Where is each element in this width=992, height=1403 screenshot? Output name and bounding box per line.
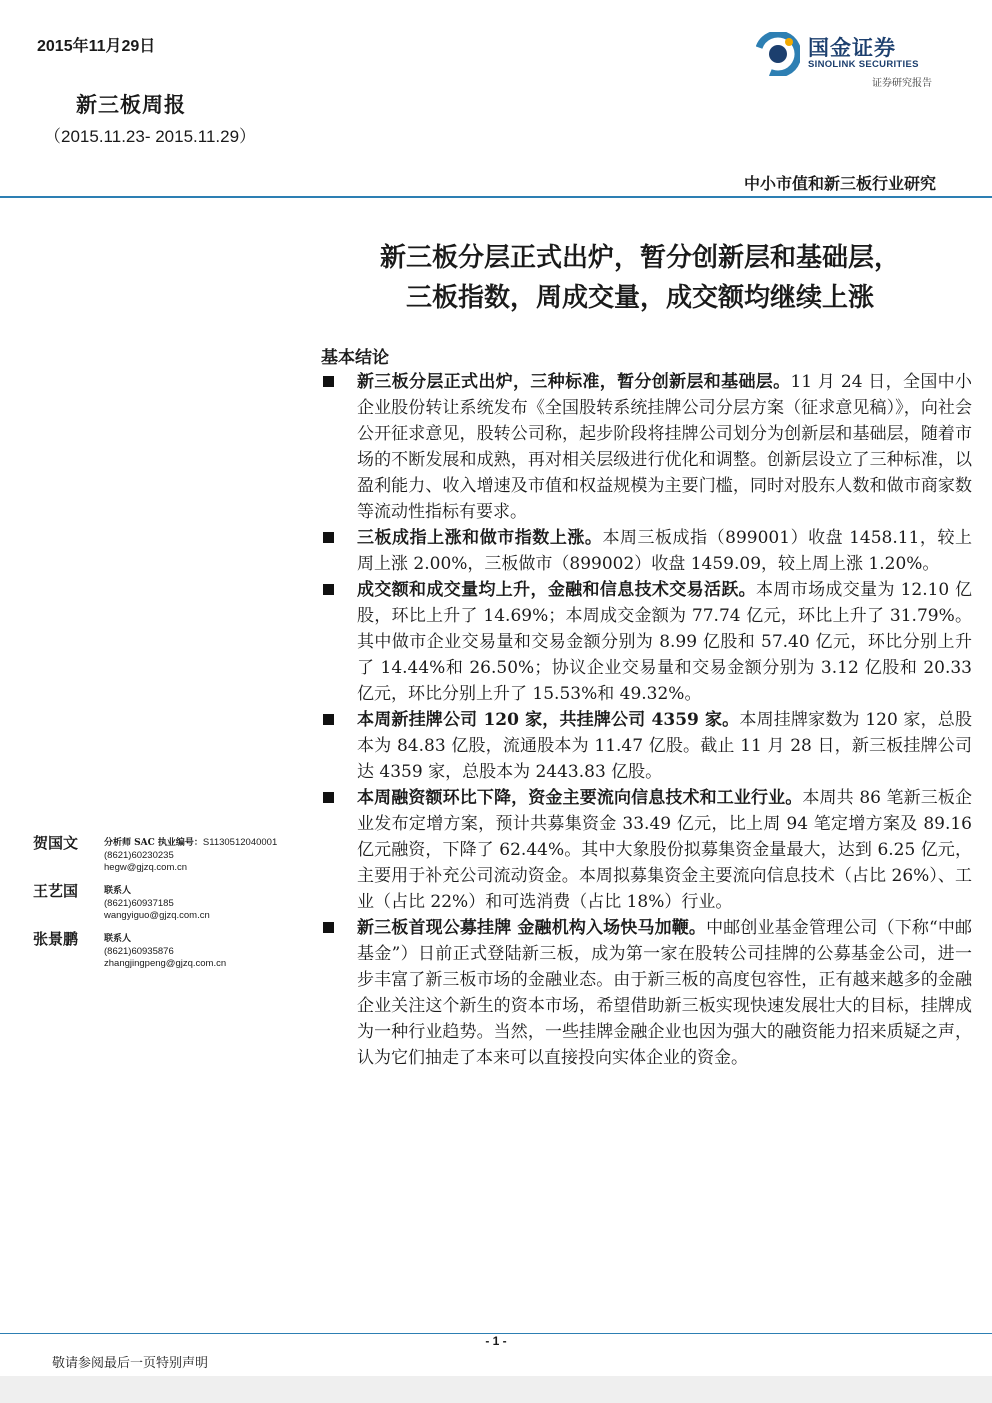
- square-bullet-icon: [323, 376, 334, 387]
- conclusions-title: 基本结论: [321, 348, 389, 368]
- conclusion-lead: 成交额和成交量均上升，金融和信息技术交易活跃。: [357, 580, 757, 600]
- analyst-role: 分析师 SAC 执业编号：: [104, 838, 203, 848]
- conclusion-item: [321, 369, 972, 525]
- analyst-phone: (8621)60937185: [104, 897, 174, 909]
- conclusion-item: [321, 525, 972, 577]
- analyst-info: [104, 885, 210, 923]
- square-bullet-icon: [323, 792, 334, 803]
- conclusion-body: 中邮创业基金管理公司（下称“中邮基金”）日前正式登陆新三板，成为第一家在股转公司挂牌的公募基金公司，进一步丰富了新三板市场的金融业态。由于新三板的高度包容性，正有越来越多的金融企业关注这个新生的资本市场，希望借助新三板实现快速发展壮大的目标，挂牌成为一种行业趋势。当然，一些挂牌金融企业也因为强大的融资能力招来质疑之声，认为它们抽走了本来可以直接投向实体企业的资金。: [357, 918, 972, 1068]
- report-title: 新三板周报: [76, 92, 186, 117]
- analyst-code: S1130512040001: [202, 837, 278, 848]
- analyst-card: [33, 928, 313, 976]
- analyst-card: [33, 880, 313, 928]
- conclusion-item: [321, 707, 972, 785]
- logo-subtitle: 证券研究报告: [872, 78, 932, 89]
- conclusion-body: 本周共 86 笔新三板企业发布定增方案，预计共募集资金 33.49 亿元，比上周 94 笔定增方案及 89.16 亿元融资，下降了 62.44%。其中大象股份拟募集资金量最大，达到 6.25 亿元，主要用于补充公司流动资金。本周拟募集资金主要流向信息技术（占比 26%）、工业（占比 22%）和可选消费（占比 18%）行业。: [357, 788, 972, 912]
- analyst-card: [33, 832, 313, 880]
- footer-bar: [0, 1376, 992, 1403]
- conclusions-list: [321, 369, 972, 1071]
- conclusion-lead: 三板成指上涨和做市指数上涨。: [357, 528, 603, 548]
- report-date: 2015年11月29日: [37, 38, 156, 55]
- conclusion-lead: 本周新挂牌公司 120 家，共挂牌公司 4359 家。: [357, 710, 740, 730]
- sector-label: 中小市值和新三板行业研究: [743, 174, 936, 193]
- square-bullet-icon: [323, 584, 334, 595]
- conclusion-item: [321, 915, 972, 1071]
- headline-line-1: 新三板分层正式出炉，暂分创新层和基础层，: [379, 243, 900, 273]
- analyst-info: [104, 837, 277, 875]
- conclusion-item: [321, 577, 972, 707]
- header-divider: [0, 196, 992, 198]
- square-bullet-icon: [323, 532, 334, 543]
- analyst-email: hegw@gjzq.com.cn: [104, 862, 188, 873]
- conclusion-body: 本周挂牌家数为 120 家，总股本为 84.83 亿股，流通股本为 11.47 亿股。截止 11 月 28 日，新三板挂牌公司达 4359 家，总股本为 2443.83 亿股。: [357, 710, 972, 782]
- logo-chinese-name: 国金证券: [808, 36, 896, 60]
- square-bullet-icon: [323, 922, 334, 933]
- sinolink-logo-icon: [756, 32, 800, 76]
- analyst-info: [104, 933, 226, 971]
- analyst-phone: (8621)60230235: [104, 849, 174, 861]
- square-bullet-icon: [323, 714, 334, 725]
- company-logo: [756, 28, 946, 92]
- analyst-role: 联系人: [104, 886, 132, 896]
- conclusion-body: 本周三板成指（899001）收盘 1458.11，较上周上涨 2.00%，三板做市（899002）收盘 1459.09，较上周上涨 1.20%。: [357, 528, 972, 574]
- conclusion-lead: 新三板分层正式出炉，三种标准，暂分创新层和基础层。: [357, 372, 791, 392]
- conclusion-lead: 本周融资额环比下降，资金主要流向信息技术和工业行业。: [357, 788, 803, 808]
- analyst-phone: (8621)60935876: [104, 945, 174, 957]
- footer-disclaimer: 敬请参阅最后一页特别声明: [52, 1356, 209, 1371]
- analyst-role: 联系人: [104, 934, 132, 944]
- conclusion-body: 11 月 24 日，全国中小企业股份转让系统发布《全国股转系统挂牌公司分层方案（征求意见稿）》，向社会公开征求意见，股转公司称，起步阶段将挂牌公司划分为创新层和基础层，随着市场的不断发展和成熟，再对相关层级进行优化和调整。创新层设立了三种标准，以盈利能力、收入增速及市值和权益规模为主要门槛，同时对股东人数和做市商家数等流动性指标有要求。: [357, 372, 972, 522]
- report-period: （2015.11.23- 2015.11.29）: [44, 127, 257, 146]
- analyst-email: wangyiguo@gjzq.com.cn: [104, 910, 210, 921]
- page-number: - 1 -: [485, 1334, 507, 1348]
- analyst-email: zhangjingpeng@gjzq.com.cn: [104, 958, 227, 969]
- analyst-name: 王艺国: [33, 882, 79, 900]
- conclusion-body: 本周市场成交量为 12.10 亿股，环比上升了 14.69%；本周成交金额为 77.74 亿元，环比上升了 31.79%。其中做市企业交易量和交易金额分别为 8.99 亿股和 57.40 亿元，环比分别上升了 14.44%和 26.50%；协议企业交易量和交易金额分别为 3.12 亿股和 20.33 亿元，环比分别上升了 15.53%和 49.32%。: [357, 580, 972, 704]
- logo-english-name: SINOLINK SECURITIES: [808, 59, 919, 70]
- analyst-list: [33, 832, 313, 976]
- conclusion-lead: 新三板首现公募挂牌 金融机构入场快马加鞭。: [357, 918, 707, 938]
- analyst-name: 贺国文: [33, 834, 79, 852]
- headline: [300, 238, 980, 318]
- analyst-name: 张景鹏: [33, 930, 79, 948]
- conclusion-item: [321, 785, 972, 915]
- headline-line-2: 三板指数，周成交量，成交额均继续上涨: [405, 283, 874, 313]
